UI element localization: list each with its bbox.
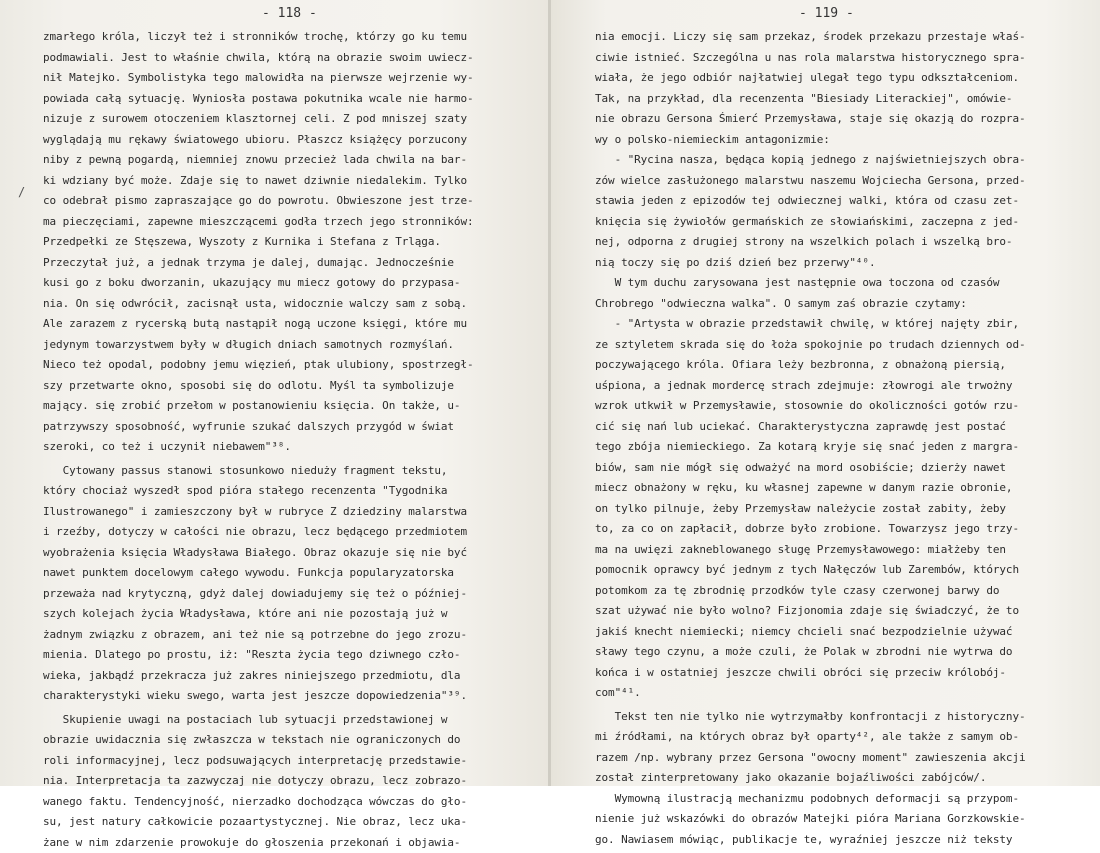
text-line: uśpiona, a jednak mordercę strach zdejmuje: złowrogi ale trwożny (595, 376, 1080, 397)
text-line: tego zbója niemieckiego. Za kotarą kryje się snać jeden z margra- (595, 437, 1080, 458)
text-line: to, za co on zapłacił, dobrze było zrobione. Towarzysz jego trzy- (595, 519, 1080, 540)
text-line: charakterystyki wieku swego, warta jest jeszcze dopowiedzenia"³⁹. (43, 686, 521, 707)
text-line: Chrobrego "odwieczna walka". O samym zaś obrazie czytamy: (595, 294, 1080, 315)
text-line: wiała, że jego odbiór najłatwiej ulegał tego typu odkształceniom. (595, 68, 1080, 89)
text-line: co odebrał pismo zapraszające go do powrotu. Obwieszone jest trze- (43, 191, 521, 212)
text-line: pomocnik oprawcy być jednym z tych Nałęczów lub Zarembów, których (595, 560, 1080, 581)
text-line: szeroki, co też i uczynił niebawem"³⁸. (43, 437, 521, 458)
text-line: ki wdziany być może. Zdaje się to nawet dziwnie niedalekim. Tylko (43, 171, 521, 192)
text-line: mi źródłami, na których obraz był oparty⁴², ale także z samym ob- (595, 727, 1080, 748)
text-line: jakiś knecht niemiecki; niemcy chcieli snać bezpodzielnie używać (595, 622, 1080, 643)
text-line: go. Nawiasem mówiąc, publikacje te, wyraźniej jeszcze niż teksty (595, 830, 1080, 851)
text-line: cić się nań lub uciekać. Charakterystyczna zaprawdę jest postać (595, 417, 1080, 438)
text-line: Nieco też opodal, podobny jemu więzień, ptak ulubiony, spostrzegł- (43, 355, 521, 376)
text-line: Ale zarazem z rycerską butą nastąpił nogą uczone księgi, które mu (43, 314, 521, 335)
text-line: Tak, na przykład, dla recenzenta "Biesiady Literackiej", omówie- (595, 89, 1080, 110)
text-line: Przeczytał już, a jednak trzyma je dalej, dumając. Jednocześnie (43, 253, 521, 274)
text-line: mający. się zrobić przełom w postanowieniu księcia. On także, u- (43, 396, 521, 417)
page-number: - 119 - (799, 6, 854, 21)
text-line: poczywającego króla. Ofiara leży bezbronna, z obnażoną piersią, (595, 355, 1080, 376)
page-number: - 118 - (262, 6, 317, 21)
text-line: nawet punktem docelowym całego wywodu. Funkcja popularyzatorska (43, 563, 521, 584)
text-line: szych kolejach życia Władysława, które ani nie pozostają już w (43, 604, 521, 625)
text-line: nia emocji. Liczy się sam przekaz, środek przekazu przestaje właś- (595, 27, 1080, 48)
text-line: obrazie uwidacznia się zwłaszcza w tekstach nie ograniczonych do (43, 730, 521, 751)
text-line: i rzeźby, dotyczy w całości nie obrazu, lecz będącego przedmiotem (43, 522, 521, 543)
text-line: jedynym towarzystwem były w długich dniach samotnych rozmyślań. (43, 335, 521, 356)
text-line: Skupienie uwagi na postaciach lub sytuacji przedstawionej w (43, 710, 521, 731)
text-line: został zinterpretowany jako okazanie bojaźliwości zabójców/. (595, 768, 1080, 789)
text-line: wieka, jakbądź przekracza już zakres niniejszego przedmiotu, dla (43, 666, 521, 687)
text-line: Cytowany passus stanowi stosunkowo nieduży fragment tekstu, (43, 461, 521, 482)
text-line: ze sztyletem skrada się do łoża spokojnie po trudach dziennych od- (595, 335, 1080, 356)
text-line: nienie już wskazówki do obrazów Matejki pióra Mariana Gorzkowskie- (595, 809, 1080, 830)
text-line: sławy tego czynu, a może czuli, że Polak w zbrodni nie wytrwa do (595, 642, 1080, 663)
text-line: przeważa nad krytyczną, gdyż dalej dowiadujemy się też o później- (43, 584, 521, 605)
text-line: nia. On się odwrócił, zacisnął usta, widocznie walczy sam z sobą. (43, 294, 521, 315)
left-page (0, 0, 549, 786)
text-line: nił Matejko. Symbolistyka tego malowidła na pierwsze wejrzenie wy- (43, 68, 521, 89)
text-line: - "Rycina nasza, będąca kopią jednego z najświetniejszych obra- (595, 150, 1080, 171)
text-line: ciwie istnieć. Szczególna u nas rola malarstwa historycznego spra- (595, 48, 1080, 69)
text-line: su, jest natury całkowicie pozaartystycznej. Nie obraz, lecz uka- (43, 812, 521, 833)
text-line: niby z pewną pogardą, niemniej znowu przecież lada chwila na bar- (43, 150, 521, 171)
text-line: potomkom za tę zbrodnię przodków tyle czasy czerwonej barwy do (595, 581, 1080, 602)
text-line: szy przetwarte okno, sposobi się do odlotu. Myśl ta symbolizuje (43, 376, 521, 397)
text-line: stawia jeden z epizodów tej odwiecznej walki, która od czasu zet- (595, 191, 1080, 212)
page-text-right (595, 27, 1080, 850)
text-line: Wymowną ilustracją mechanizmu podobnych deformacji są przypom- (595, 789, 1080, 810)
text-line: Tekst ten nie tylko nie wytrzymałby konfrontacji z historyczny- (595, 707, 1080, 728)
text-line: W tym duchu zarysowana jest następnie owa toczona od czasów (595, 273, 1080, 294)
text-line: nia. Interpretacja ta zazwyczaj nie dotyczy obrazu, lecz zobrazo- (43, 771, 521, 792)
text-line: nie obrazu Gersona Śmierć Przemysława, staje się okazją do rozpra- (595, 109, 1080, 130)
text-line: wyobrażenia księcia Władysława Białego. Obraz okazuje się nie być (43, 543, 521, 564)
text-line: Ilustrowanego" i zamieszczony był w rubryce Z dziedziny malarstwa (43, 502, 521, 523)
text-line: Przedpełki ze Stęszewa, Wyszoty z Kurnika i Stefana z Trląga. (43, 232, 521, 253)
text-line: który chociaż wyszedł spod pióra stałego recenzenta "Tygodnika (43, 481, 521, 502)
text-line: patrzywszy sposobność, wyfrunie szukać dalszych przygód w świat (43, 417, 521, 438)
text-line: szat używać nie było wolno? Fizjonomia zdaje się świadczyć, że to (595, 601, 1080, 622)
text-line: razem /np. wybrany przez Gersona "owocny moment" zawieszenia akcji (595, 748, 1080, 769)
text-line: miecz obnażony w ręku, ku własnej zapewne w danym razie obronie, (595, 478, 1080, 499)
text-line: on tylko pilnuje, żeby Przemysław należycie został zabity, żeby (595, 499, 1080, 520)
text-line: com"⁴¹. (595, 683, 1080, 704)
text-line: zmarłego króla, liczył też i stronników trochę, którzy go ku temu (43, 27, 521, 48)
text-line: nizuje z surowem otoczeniem klasztornej celi. Z pod mniszej szaty (43, 109, 521, 130)
text-line: powiada całą sytuację. Wyniosła postawa pokutnika wcale nie harmo- (43, 89, 521, 110)
text-line: ma pieczęciami, zapewne mieszczącemi godła trzech jego stronników: (43, 212, 521, 233)
margin-mark: / (18, 185, 25, 199)
text-line: końca i w ostatniej jeszcze chwili obróci się przeciw królobój- (595, 663, 1080, 684)
text-line: roli informacyjnej, lecz podsuwających interpretację przedstawie- (43, 751, 521, 772)
text-line: podmawiali. Jest to właśnie chwila, którą na obrazie swoim uwiecz- (43, 48, 521, 69)
text-line: żadnym związku z obrazem, ani też nie są potrzebne do jego zrozu- (43, 625, 521, 646)
text-line: wanego faktu. Tendencyjność, nierzadko dochodząca wówczas do gło- (43, 792, 521, 813)
text-line: żane w nim zdarzenie prowokuje do głoszenia przekonań i objawia- (43, 833, 521, 853)
text-line: biów, sam nie mógł się odważyć na mord osobiście; dzierży nawet (595, 458, 1080, 479)
text-line: wyglądają mu rękawy światowego ubioru. Płaszcz książęcy porzucony (43, 130, 521, 151)
text-line: - "Artysta w obrazie przedstawił chwilę, w której najęty zbir, (595, 314, 1080, 335)
text-line: knięcia się żywiołów germańskich ze słowiańskimi, zaczepna z jed- (595, 212, 1080, 233)
right-page (551, 0, 1100, 786)
text-line: zów wielce zasłużonego malarstwu naszemu Wojciecha Gersona, przed- (595, 171, 1080, 192)
text-line: nej, odporna z drugiej strony na wszelkich polach i wszelką bro- (595, 232, 1080, 253)
text-line: ma na uwięzi zakneblowanego sługę Przemysławowego: miałżeby ten (595, 540, 1080, 561)
text-line: wy o polsko-niemieckim antagonizmie: (595, 130, 1080, 151)
text-line: mienia. Dlatego po prostu, iż: "Reszta życia tego dziwnego czło- (43, 645, 521, 666)
text-line: nią toczy się po dziś dzień bez przerwy"⁴⁰. (595, 253, 1080, 274)
page-text-left (43, 27, 521, 853)
text-line: wzrok utkwił w Przemysławie, stosownie do okoliczności gotów rzu- (595, 396, 1080, 417)
text-line: kusi go z boku dworzanin, ukazujący mu miecz gotowy do przypasa- (43, 273, 521, 294)
